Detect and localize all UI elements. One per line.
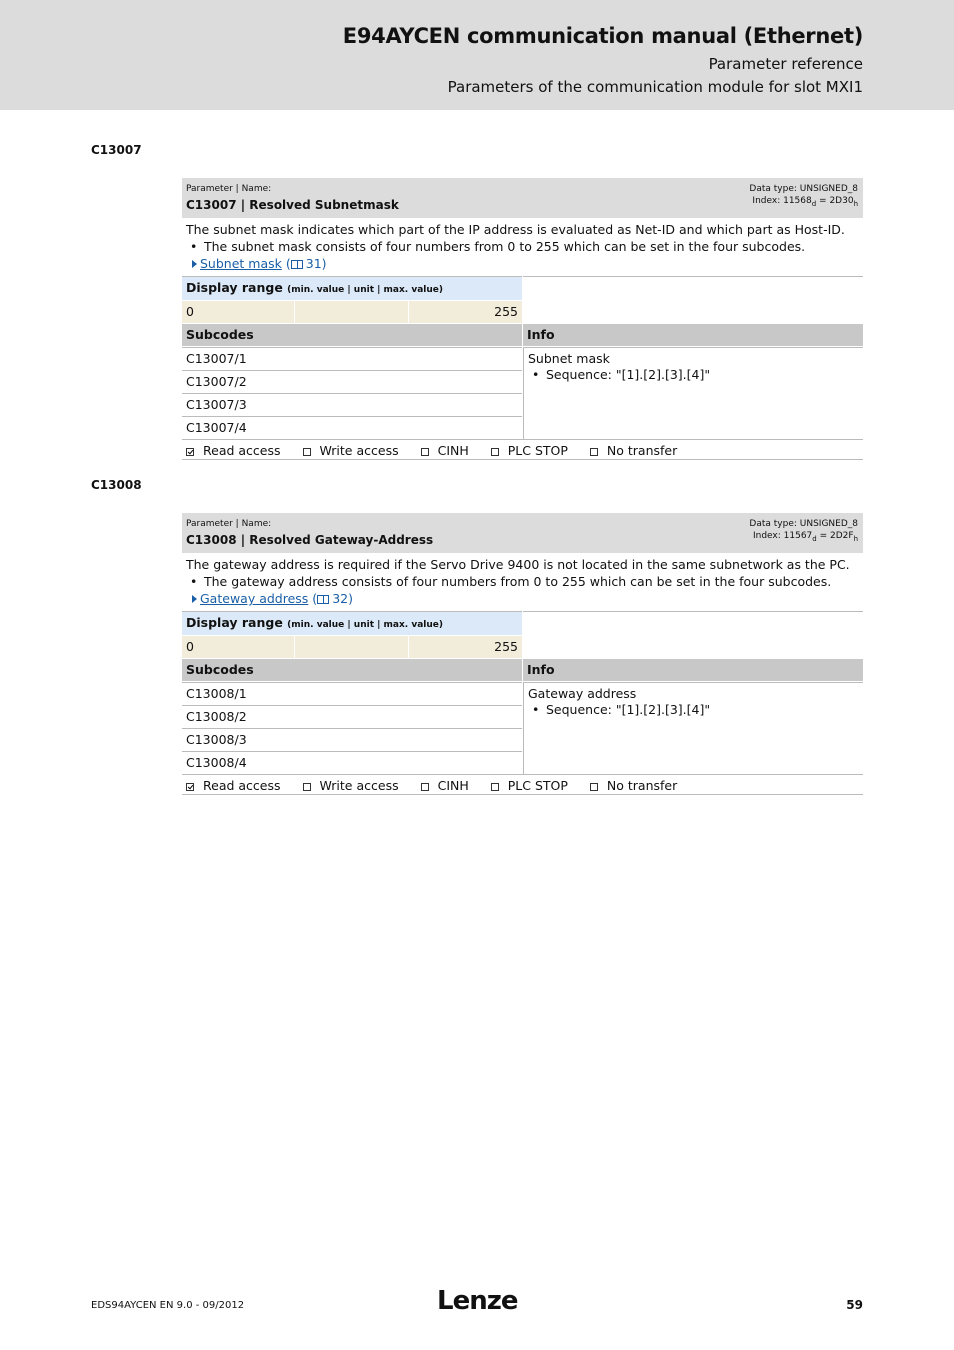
description-bullet: • The gateway address consists of four numbers from 0 to 255 which can be set in the four subcodes. — [186, 573, 859, 590]
checkbox-icon — [421, 448, 429, 456]
arrow-icon — [192, 260, 197, 268]
checkbox-icon — [590, 448, 598, 456]
parameter-block-c13007 — [182, 178, 863, 460]
subnet-mask-link[interactable]: Subnet mask — [200, 256, 282, 271]
parameter-description — [182, 218, 863, 272]
checkbox-icon — [491, 783, 499, 791]
book-icon — [291, 260, 303, 269]
parameter-table — [182, 611, 863, 795]
subcode-row: C13007/3 — [182, 393, 522, 415]
checkbox-icon — [491, 448, 499, 456]
access-row — [182, 439, 863, 460]
parameter-name: C13007 | Resolved Subnetmask — [186, 198, 399, 212]
cross-reference — [186, 590, 859, 607]
no-transfer-access: No transfer — [590, 778, 686, 793]
max-value: 255 — [409, 635, 522, 658]
empty-cell — [523, 611, 863, 658]
subsection-title: Parameters of the communication module for slot MXI1 — [447, 78, 863, 96]
subcode-row: C13008/2 — [182, 705, 522, 727]
subcode-row: C13008/3 — [182, 728, 522, 750]
checkbox-icon — [421, 783, 429, 791]
checkbox-icon — [303, 783, 311, 791]
cross-reference — [186, 255, 859, 272]
description-text: The gateway address is required if the Servo Drive 9400 is not located in the same subnetwork as the PC. — [186, 557, 850, 572]
parameter-header — [182, 513, 863, 553]
info-title: Subnet mask — [528, 351, 610, 366]
document-title: E94AYCEN communication manual (Ethernet) — [342, 24, 863, 48]
cinh-access: CINH — [421, 443, 478, 458]
parameter-table — [182, 276, 863, 460]
info-bullet: • Sequence: "[1].[2].[3].[4]" — [528, 366, 859, 383]
info-cell — [523, 347, 863, 439]
no-transfer-access: No transfer — [590, 443, 686, 458]
read-access: Read access — [186, 443, 290, 458]
checkbox-checked-icon — [186, 783, 194, 791]
info-header: Info — [523, 324, 863, 346]
parameter-index: Index: $11568_d = 2D30_h$ — [752, 196, 858, 208]
min-value: 0 — [182, 635, 294, 658]
checkbox-icon — [303, 448, 311, 456]
access-row — [182, 774, 863, 795]
write-access: Write access — [303, 778, 408, 793]
cinh-access: CINH — [421, 778, 478, 793]
max-value: 255 — [409, 300, 522, 323]
display-range-header: Display range (min. value | unit | max. value) — [182, 611, 522, 635]
gateway-address-link[interactable]: Gateway address — [200, 591, 309, 606]
plc-stop-access: PLC STOP — [491, 778, 577, 793]
parameter-name-label: Parameter | Name: — [186, 519, 272, 529]
parameter-name-label: Parameter | Name: — [186, 184, 272, 194]
checkbox-icon — [590, 783, 598, 791]
page-reference[interactable]: ( 31) — [285, 256, 327, 271]
parameter-heading: C13008 — [91, 478, 142, 492]
subcodes-header: Subcodes — [182, 324, 522, 346]
section-title: Parameter reference — [708, 55, 863, 73]
parameter-heading: C13007 — [91, 143, 142, 157]
write-access: Write access — [303, 443, 408, 458]
plc-stop-access: PLC STOP — [491, 443, 577, 458]
info-cell — [523, 682, 863, 774]
parameter-header — [182, 178, 863, 218]
document-id: EDS94AYCEN EN 9.0 - 09/2012 — [91, 1300, 245, 1311]
description-bullet: • The subnet mask consists of four numbers from 0 to 255 which can be set in the four subcodes. — [186, 238, 859, 255]
lenze-logo: Lenze — [437, 1286, 518, 1316]
subcode-row: C13007/1 — [182, 347, 522, 369]
arrow-icon — [192, 595, 197, 603]
unit-value — [295, 300, 408, 323]
parameter-name: C13008 | Resolved Gateway-Address — [186, 533, 434, 547]
read-access: Read access — [186, 778, 290, 793]
min-value: 0 — [182, 300, 294, 323]
description-text: The subnet mask indicates which part of the IP address is evaluated as Net-ID and which part as Host-ID. — [186, 222, 845, 237]
checkbox-checked-icon — [186, 448, 194, 456]
parameter-index: Index: $11567_d = 2D2F_h$ — [752, 531, 858, 543]
data-type: Data type: UNSIGNED_8 — [749, 519, 858, 529]
info-bullet: • Sequence: "[1].[2].[3].[4]" — [528, 701, 859, 718]
subcode-row: C13007/4 — [182, 416, 522, 438]
parameter-description — [182, 553, 863, 607]
empty-cell — [523, 276, 863, 323]
subcode-row: C13008/1 — [182, 682, 522, 704]
subcode-row: C13008/4 — [182, 751, 522, 773]
subcode-row: C13007/2 — [182, 370, 522, 392]
unit-value — [295, 635, 408, 658]
info-title: Gateway address — [528, 686, 637, 701]
subcodes-header: Subcodes — [182, 659, 522, 681]
parameter-block-c13008 — [182, 513, 863, 795]
info-header: Info — [523, 659, 863, 681]
display-range-header: Display range (min. value | unit | max. value) — [182, 276, 522, 300]
page-number: 59 — [846, 1298, 863, 1312]
data-type: Data type: UNSIGNED_8 — [749, 184, 858, 194]
page-reference[interactable]: ( 32) — [312, 591, 353, 606]
book-icon — [317, 595, 329, 604]
